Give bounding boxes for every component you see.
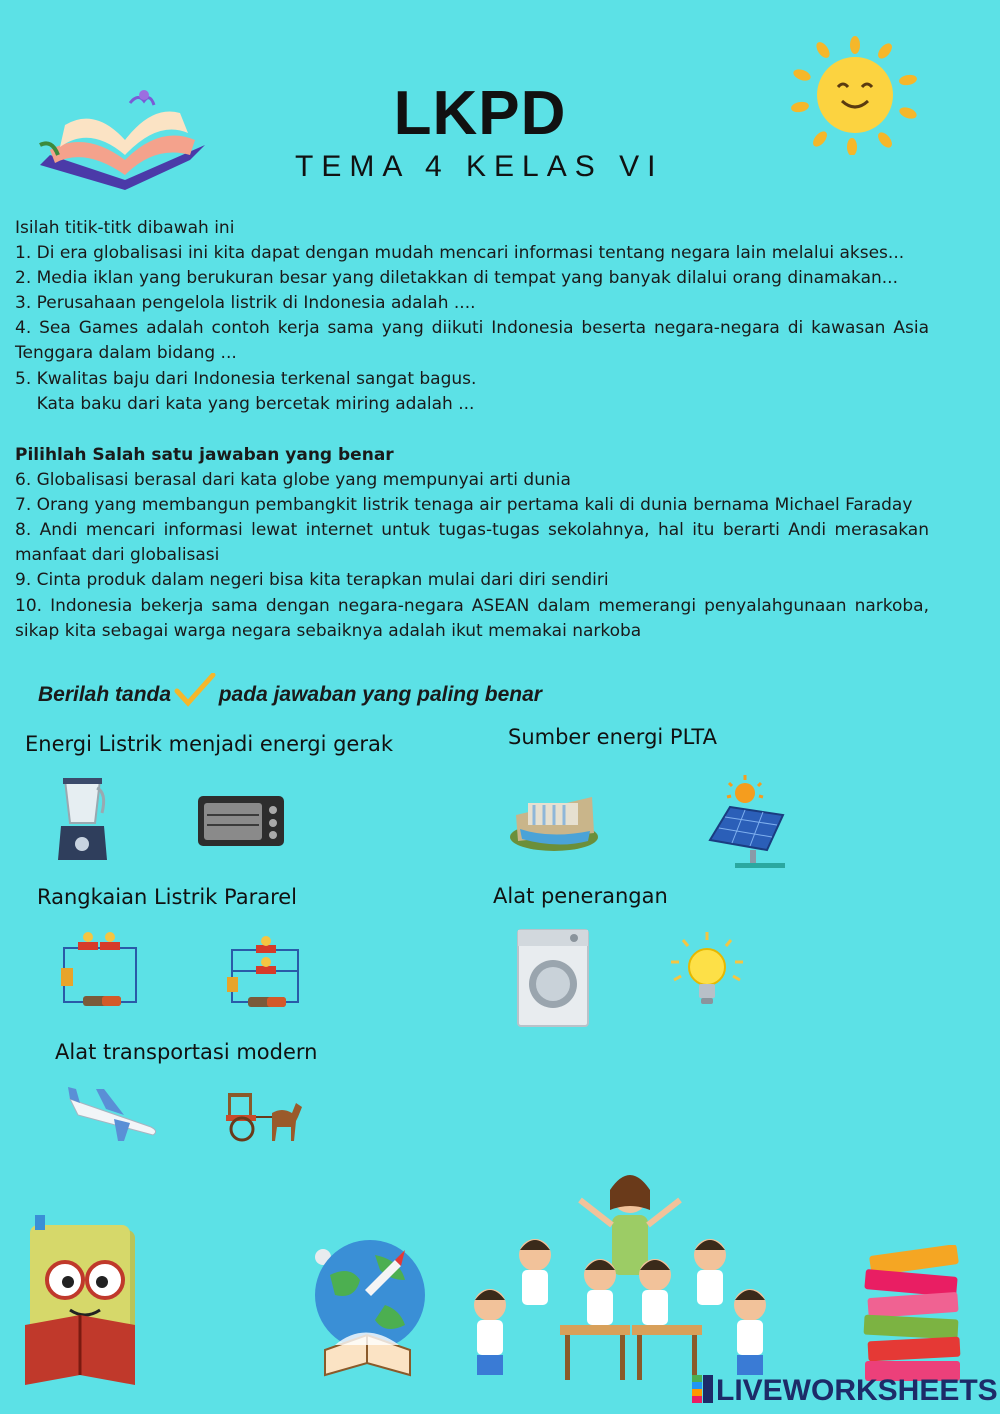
- question-7: 7. Orang yang membangun pembangkit listrik tenaga air pertama kali di dunia bernama Michael Faraday: [15, 495, 913, 515]
- q15-label: Alat transportasi modern: [55, 1040, 318, 1064]
- question-8: 8. Andi mencari informasi lewat internet untuk tugas-tugas sekolahnya, hal itu berarti Andi merasakan: [15, 520, 929, 540]
- parallel-circuit-icon[interactable]: [222, 935, 304, 1013]
- checkmark-icon: [173, 673, 217, 707]
- horse-cart-icon[interactable]: [222, 1085, 304, 1143]
- sun-icon: [790, 35, 920, 155]
- section3-instruction-part1: Berilah tanda: [38, 683, 172, 706]
- section3-instruction-part2: pada jawaban yang paling benar: [218, 683, 542, 706]
- blender-icon[interactable]: [55, 778, 110, 863]
- q12-label: Sumber energi PLTA: [508, 725, 717, 749]
- section2-instruction: Pilihlah Salah satu jawaban yang benar: [15, 445, 394, 465]
- stack-of-books-icon: [860, 1245, 970, 1385]
- page-title: LKPD: [393, 79, 567, 148]
- question-4: 4. Sea Games adalah contoh kerja sama yang diikuti Indonesia beserta negara-negara di kawasan Asia: [15, 318, 929, 338]
- q14-label: Alat penerangan: [493, 884, 668, 908]
- liveworksheets-logo-icon: [692, 1375, 714, 1405]
- question-8-cont: manfaat dari globalisasi: [15, 545, 220, 565]
- airplane-icon[interactable]: [66, 1085, 161, 1143]
- reading-book-character-icon: [10, 1215, 155, 1395]
- children-teacher-icon: [460, 1170, 800, 1395]
- washing-machine-icon[interactable]: [516, 928, 591, 1030]
- solar-panel-icon[interactable]: [705, 775, 790, 870]
- liveworksheets-brand[interactable]: LIVEWORKSHEETS: [716, 1374, 998, 1407]
- series-circuit-icon[interactable]: [58, 930, 140, 1008]
- section3-instruction: [38, 673, 542, 707]
- question-3: 3. Perusahaan pengelola listrik di Indonesia adalah ....: [15, 293, 476, 313]
- oven-icon[interactable]: [197, 795, 285, 850]
- page-subtitle: TEMA 4 KELAS VI: [295, 150, 664, 183]
- question-1: 1. Di era globalisasi ini kita dapat dengan mudah mencari informasi tentang negara lain melalui akses...: [15, 243, 905, 263]
- light-bulb-icon[interactable]: [668, 930, 746, 1012]
- question-10-cont: sikap kita sebagai warga negara sebaiknya adalah ikut memakai narkoba: [15, 621, 642, 641]
- question-6: 6. Globalisasi berasal dari kata globe yang mempunyai arti dunia: [15, 470, 571, 490]
- dam-icon[interactable]: [508, 785, 600, 853]
- question-9: 9. Cinta produk dalam negeri bisa kita terapkan mulai dari diri sendiri: [15, 570, 609, 590]
- section1-instruction: Isilah titik-titk dibawah ini: [15, 218, 235, 238]
- question-10: 10. Indonesia bekerja sama dengan negara-negara ASEAN dalam memerangi penyalahgunaan narkoba,: [15, 596, 929, 616]
- q13-label: Rangkaian Listrik Pararel: [37, 885, 298, 909]
- question-5: 5. Kwalitas baju dari Indonesia terkenal sangat bagus.: [15, 369, 477, 389]
- question-5-cont: Kata baku dari kata yang bercetak miring adalah ...: [15, 394, 475, 414]
- q11-label: Energi Listrik menjadi energi gerak: [25, 732, 394, 756]
- question-4-cont: Tenggara dalam bidang ...: [15, 343, 237, 363]
- question-2: 2. Media iklan yang berukuran besar yang diletakkan di tempat yang banyak dilalui orang dinamakan...: [15, 268, 898, 288]
- globe-book-icon: [305, 1235, 430, 1385]
